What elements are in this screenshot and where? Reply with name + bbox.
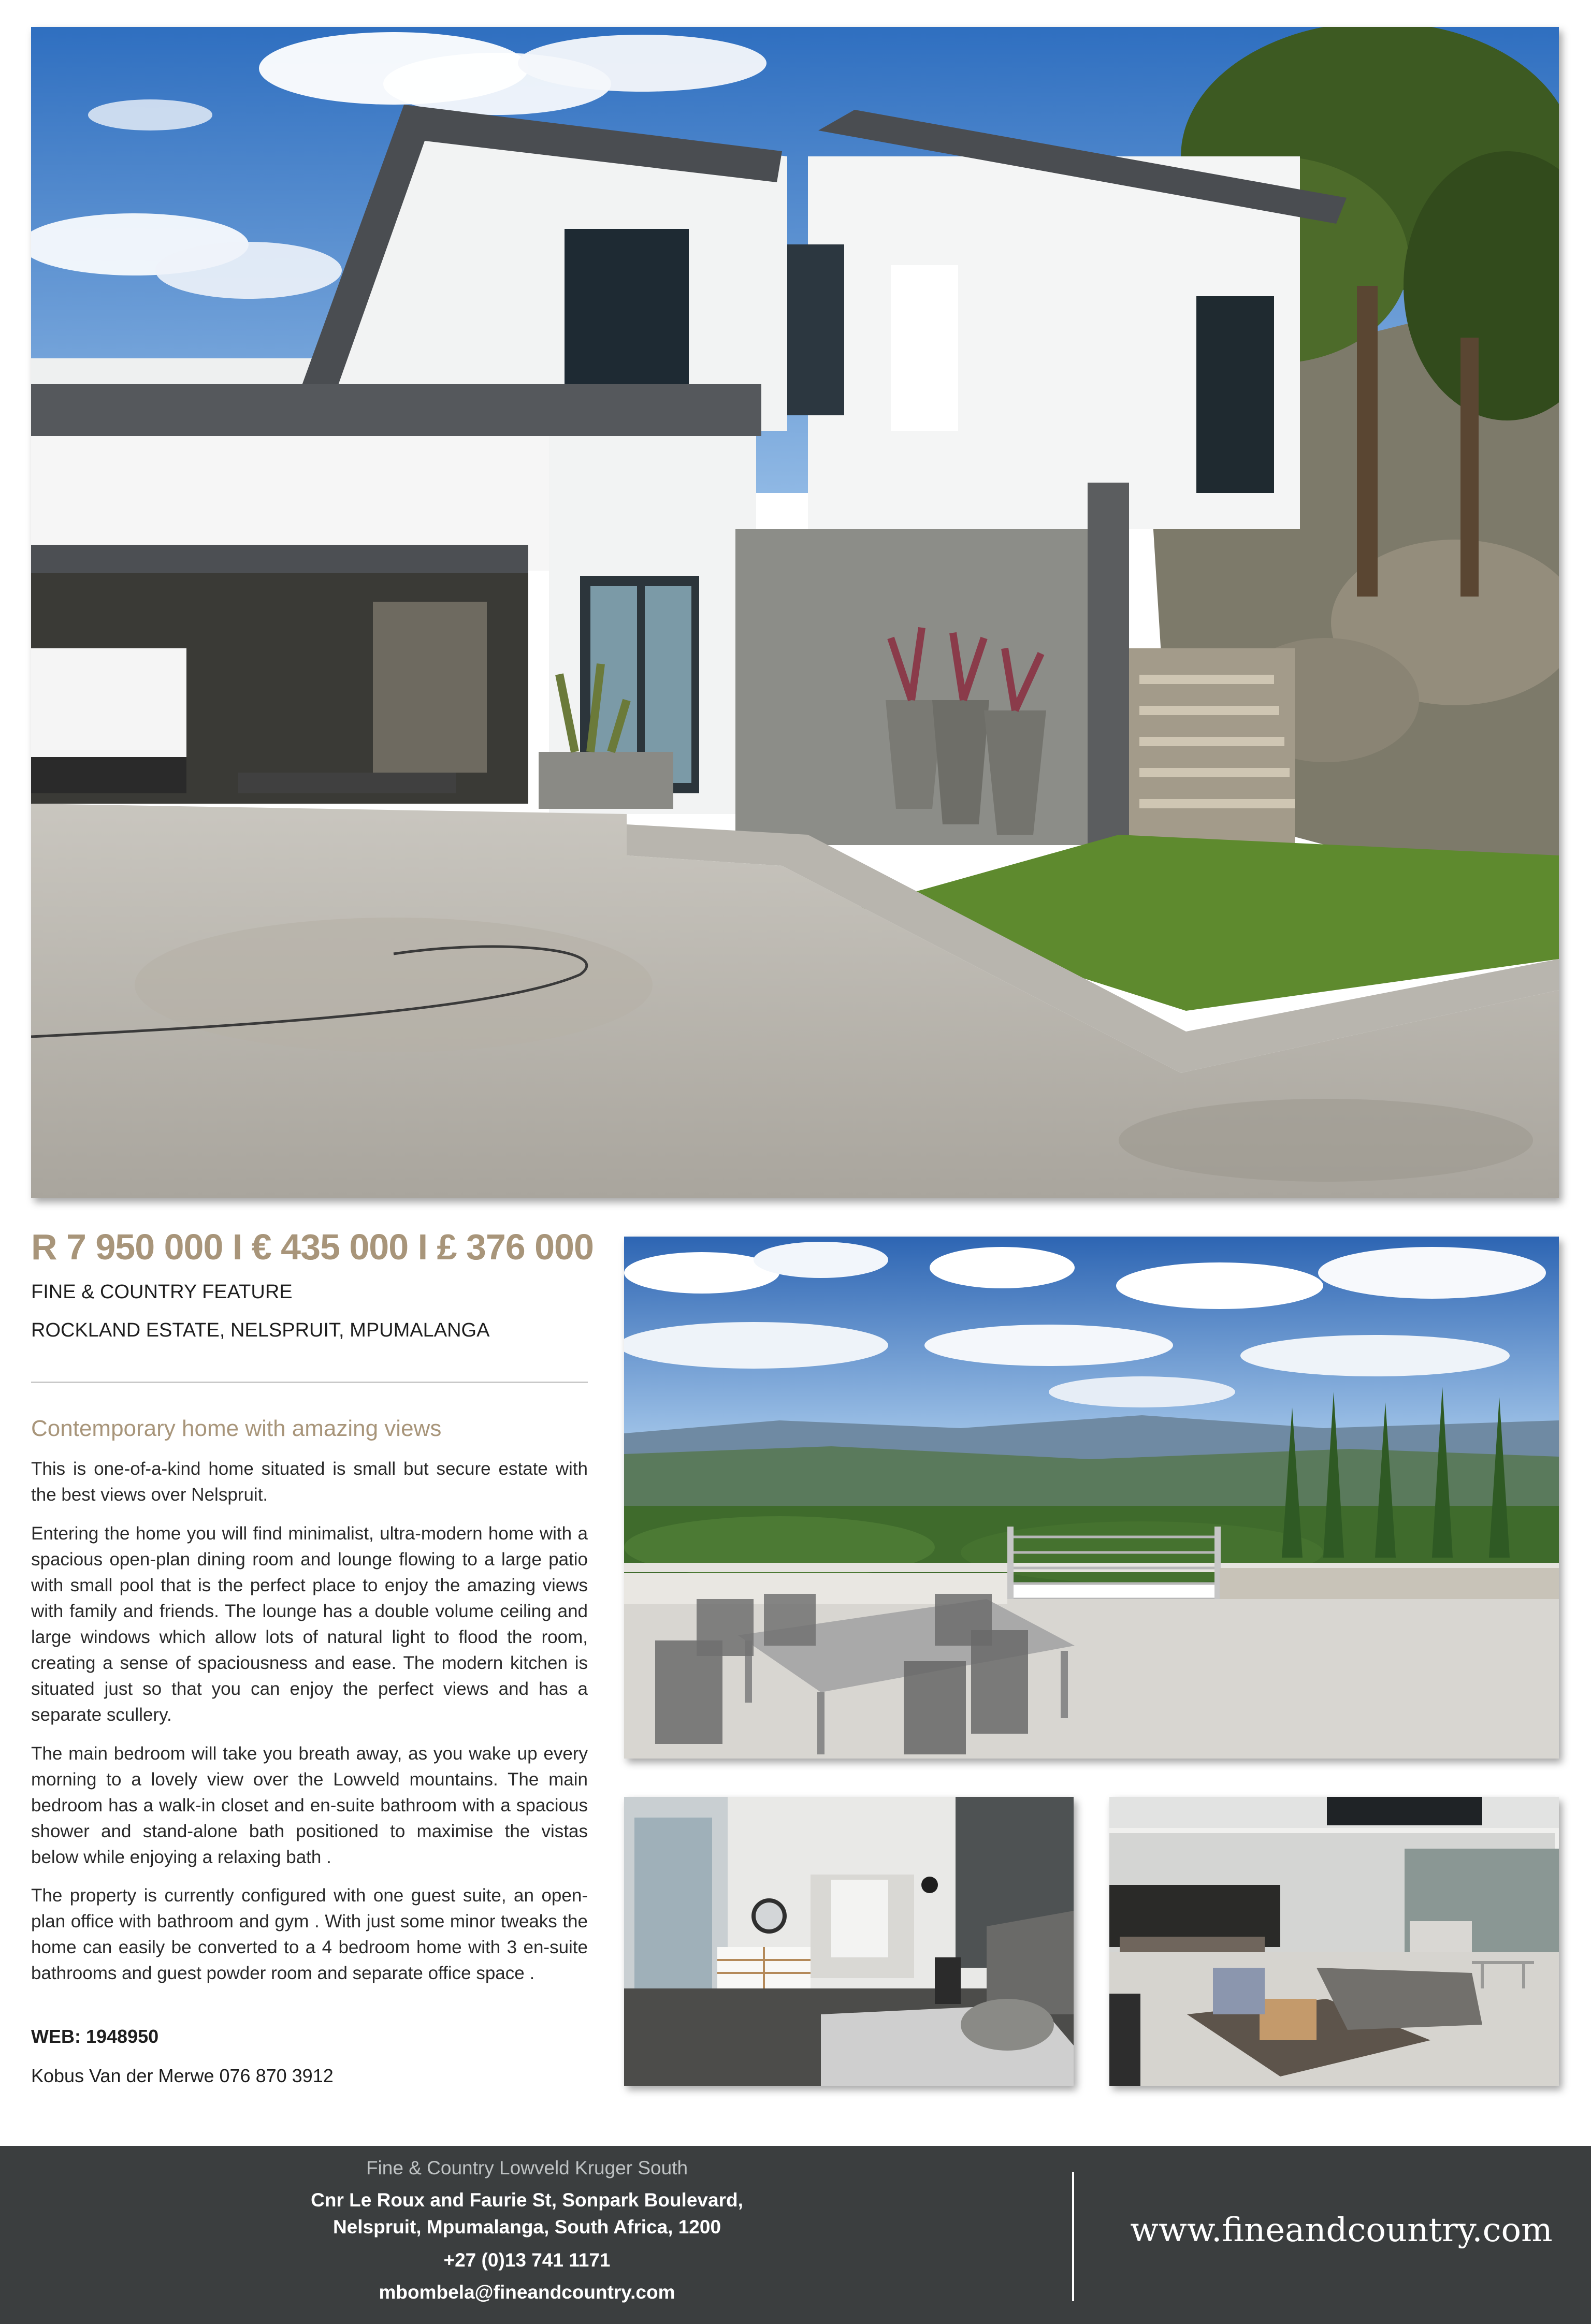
address-line-2: Nelspruit, Mpumalanga, South Africa, 1200 xyxy=(332,2216,721,2238)
bedroom-photo xyxy=(624,1797,1074,2086)
description-paragraph: The property is currently configured with one guest suite, an open-plan office with bathroom and gym . With just some minor tweaks the home can easily be converted to a 4 bedroom home with 3 en-suite bathrooms and guest powder room and separate office space . xyxy=(31,1885,588,1983)
footer-bar xyxy=(0,2146,1591,2324)
price-line: R 7 950 000 I € 435 000 I £ 376 000 xyxy=(31,1227,594,1267)
patio-view-photo xyxy=(624,1237,1559,1759)
description-paragraph: This is one-of-a-kind home situated is small but secure estate with the best views over Nelspruit. xyxy=(31,1459,588,1505)
description-paragraph: Entering the home you will find minimalist, ultra-modern home with a spacious open-plan dining room and lounge flowing to a large patio with small pool that is the perfect place to enjoy the amazing views with family and friends. The lounge has a double volume ceiling and large windows which allow lots of natural light to flood the room, creating a sense of spaciousness and ease. The modern kitchen is situated just so that you can enjoy the perfect views and has a separate scullery. xyxy=(31,1523,588,1725)
listing-heading: Contemporary home with amazing views xyxy=(31,1416,442,1441)
footer-divider xyxy=(1072,2172,1074,2301)
office-name: Fine & Country Lowveld Kruger South xyxy=(366,2157,688,2178)
feature-label: FINE & COUNTRY FEATURE xyxy=(31,1281,293,1303)
web-reference: WEB: 1948950 xyxy=(31,2026,159,2047)
location-line: ROCKLAND ESTATE, NELSPRUIT, MPUMALANGA xyxy=(31,1319,490,1341)
address-line-1: Cnr Le Roux and Faurie St, Sonpark Boulevard, xyxy=(311,2189,743,2211)
hero-house-photo xyxy=(31,27,1559,1198)
agent-contact: Kobus Van der Merwe 076 870 3912 xyxy=(31,2065,334,2086)
divider-rule xyxy=(31,1382,588,1383)
lounge-photo xyxy=(1109,1797,1559,2086)
email-address: mbombela@fineandcountry.com xyxy=(379,2282,675,2303)
website-url: www.fineandcountry.com xyxy=(1130,2211,1553,2249)
description-paragraph: The main bedroom will take you breath away, as you wake up every morning to a lovely view over the Lowveld mountains. The main bedroom has a walk-in closet and en-suite bathroom with a spacious shower and stand-alone bath positioned to maximise the vistas below while enjoying a relaxing bath . xyxy=(31,1744,588,1867)
phone-number: +27 (0)13 741 1171 xyxy=(443,2249,611,2271)
